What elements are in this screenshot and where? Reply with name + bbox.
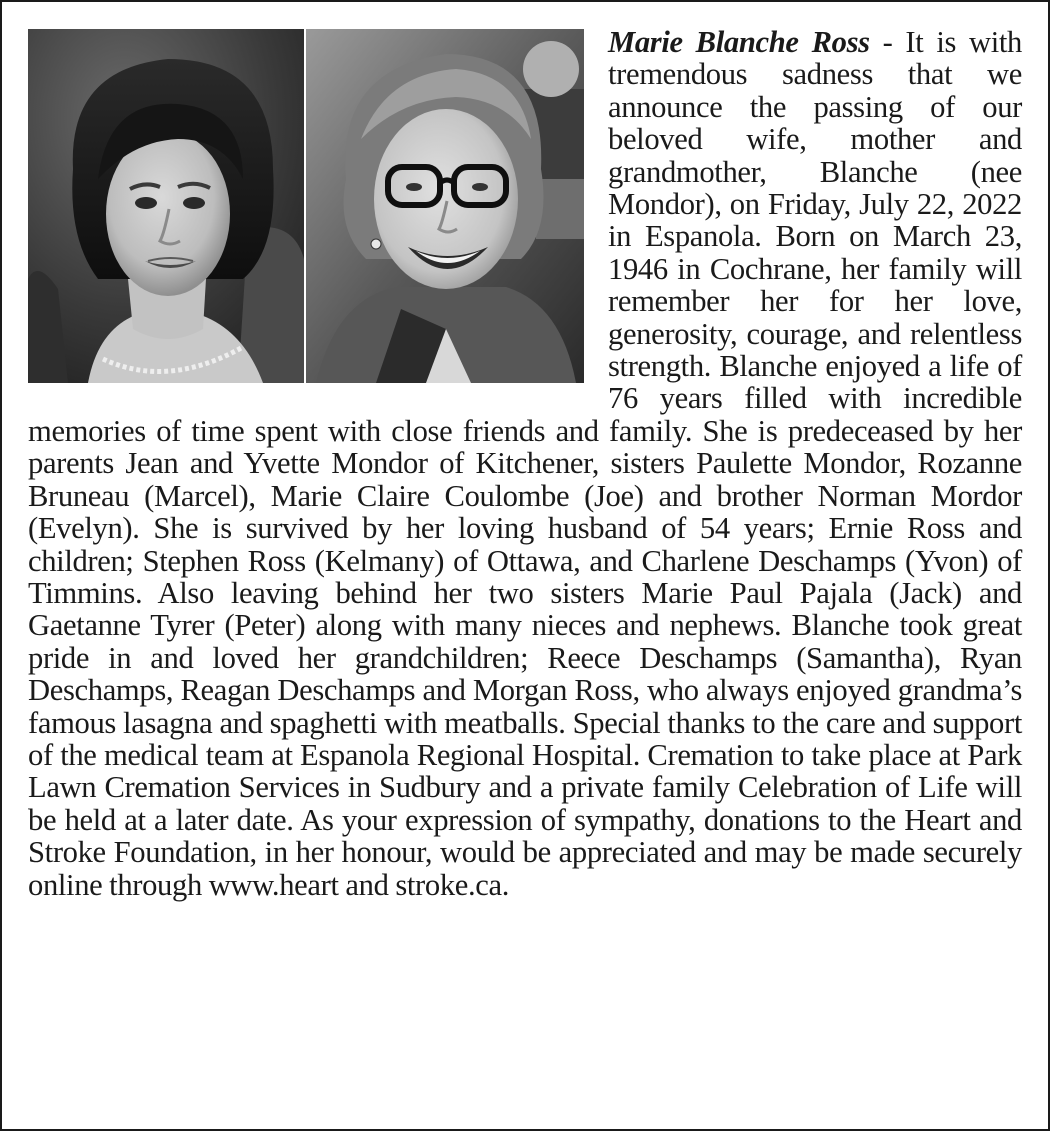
deceased-name: Marie Blanche Ross <box>608 25 870 59</box>
young-portrait-image <box>28 29 304 383</box>
young-portrait-photo <box>28 29 304 383</box>
obituary-body: It is with tremendous sadness that we announce the passing of our beloved wife, mother and grandmother, Blanche (nee Mondor), on Friday, July 22, 2022 in Espanola. Born on March 23, 1946 in Cochrane, her family will remember her for her love, generosity, courage, and relentless strength. Blanche enjoyed a life of 76 years filled with incredible memories of time spent with close friends and family. She is predeceased by her parents Jean and Yvette Mondor of Kitchener, sisters Paulette Mondor, Rozanne Bruneau (Marcel), Marie Claire Coulombe (Joe) and brother Norman Mordor (Evelyn). She is survived by her loving husband of 54 years; Ernie Ross and children; Stephen Ross (Kelmany) of Ottawa, and Charlene Deschamps (Yvon) of Timmins. Also leaving behind her two sisters Marie Paul Pajala (Jack) and Gaetanne Tyrer (Peter) along with many nieces and nephews. Blanche took great pride in and loved her grandchildren; Reece Deschamps (Samantha), Ryan Deschamps, Reagan Deschamps and Morgan Ross, who always enjoyed grandma’s famous lasagna and spaghetti with meatballs. Special thanks to the care and support of the medical team at Espanola Regional Hospital. Cremation to take place at Park Lawn Cremation Services in Sudbury and a private family Celebration of Life will be held at a later date. As your expression of sympathy, donations to the Heart and Stroke Foundation, in her honour, would be appreciated and may be made securely online through www.heart and stroke.ca. <box>28 25 1022 902</box>
older-portrait-image <box>306 29 584 383</box>
older-portrait-photo <box>306 29 584 383</box>
name-separator: - <box>869 25 906 59</box>
photo-pair <box>28 29 584 383</box>
